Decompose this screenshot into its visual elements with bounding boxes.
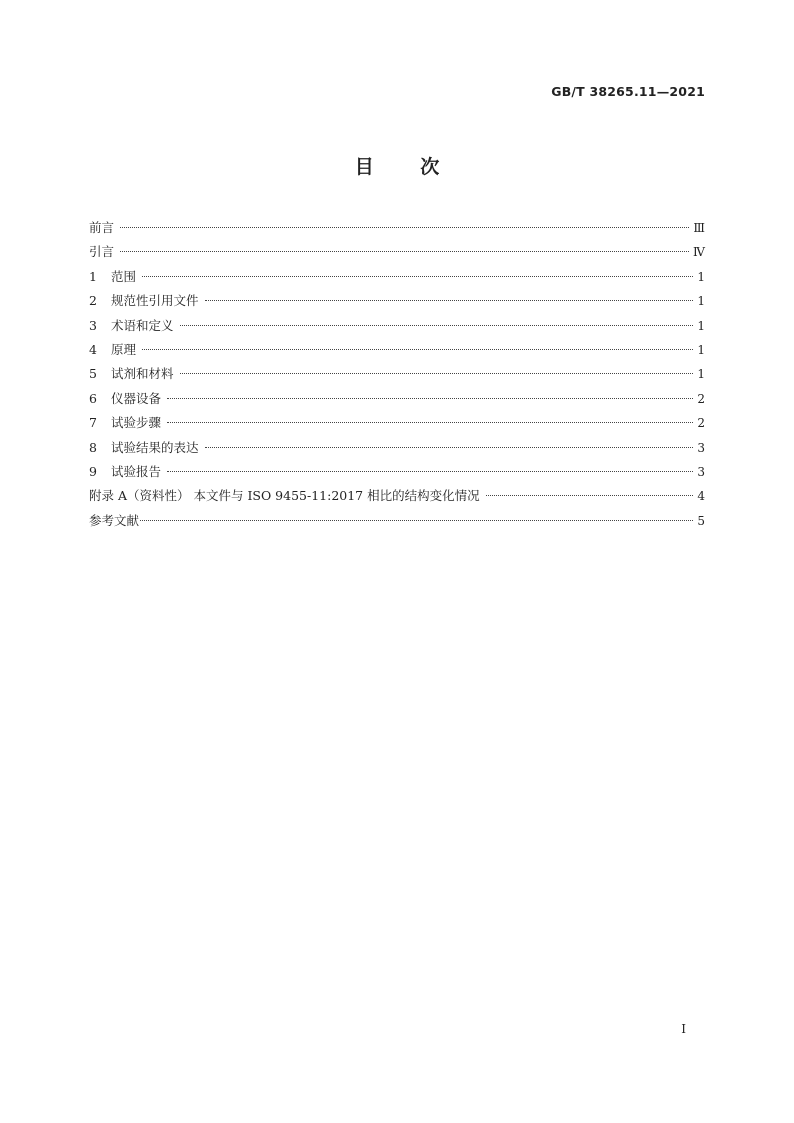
toc-entry-apparatus[interactable] bbox=[89, 387, 705, 411]
dot-leader bbox=[180, 325, 694, 326]
dot-leader bbox=[140, 520, 693, 521]
dot-leader bbox=[180, 373, 694, 374]
toc-entry-page: Ⅲ bbox=[693, 221, 705, 235]
toc-entry-label: 仪器设备 bbox=[111, 390, 162, 406]
dot-leader bbox=[120, 251, 689, 252]
toc-entry-reagents-materials[interactable] bbox=[89, 362, 705, 386]
dot-leader bbox=[205, 447, 694, 448]
toc-entry-label: 参考文献 bbox=[89, 512, 140, 528]
toc-entry-page: 1 bbox=[697, 367, 705, 382]
toc-entry-label: 前言 bbox=[89, 220, 115, 235]
toc-entry-label: 规范性引用文件 bbox=[111, 293, 199, 309]
toc-entry-label: 原理 bbox=[111, 341, 137, 357]
toc-entry-number: 7 bbox=[89, 415, 97, 431]
toc-entry-expression-of-results[interactable] bbox=[89, 436, 705, 460]
toc-entry-foreword[interactable] bbox=[89, 216, 705, 240]
toc-entry-label: 附录 A（资料性） 本文件与 ISO 9455-11:2017 相比的结构变化情况 bbox=[89, 488, 480, 504]
toc-entry-page: 1 bbox=[697, 342, 705, 357]
toc-entry-number: 8 bbox=[89, 439, 97, 455]
toc-entry-page: 4 bbox=[697, 489, 705, 504]
toc-entry-number: 3 bbox=[89, 317, 97, 333]
dot-leader bbox=[142, 276, 693, 277]
toc-entry-page: 5 bbox=[697, 513, 705, 528]
toc-entry-label: 试验报告 bbox=[111, 463, 162, 479]
toc-title: 目 次 bbox=[354, 156, 440, 178]
toc-entry-label: 范围 bbox=[111, 268, 137, 284]
toc-entry-page: 1 bbox=[697, 294, 705, 309]
toc-entry-annex-a[interactable] bbox=[89, 484, 705, 508]
toc-entry-page: 3 bbox=[697, 464, 705, 479]
toc-entry-page: 2 bbox=[697, 416, 705, 431]
toc-entry-normative-references[interactable] bbox=[89, 289, 705, 313]
toc-entry-label: 试验步骤 bbox=[111, 415, 162, 431]
toc-entry-principle[interactable] bbox=[89, 338, 705, 362]
toc-entry-number: 5 bbox=[89, 366, 97, 382]
toc-entry-label: 试剂和材料 bbox=[111, 366, 174, 382]
table-of-contents bbox=[89, 216, 705, 533]
toc-entry-label: 试验结果的表达 bbox=[111, 439, 199, 455]
toc-entry-label: 引言 bbox=[89, 244, 115, 260]
dot-leader bbox=[167, 422, 693, 423]
toc-entry-number: 6 bbox=[89, 390, 97, 406]
dot-leader bbox=[167, 398, 693, 399]
toc-entry-procedure[interactable] bbox=[89, 411, 705, 435]
toc-entry-page: Ⅳ bbox=[693, 245, 705, 260]
dot-leader bbox=[142, 349, 693, 350]
standard-number: GB/T 38265.11—2021 bbox=[551, 84, 705, 99]
toc-entry-number: 1 bbox=[89, 268, 97, 284]
dot-leader bbox=[167, 471, 693, 472]
toc-entry-scope[interactable] bbox=[89, 265, 705, 289]
toc-entry-label: 术语和定义 bbox=[111, 317, 174, 333]
toc-entry-terms-definitions[interactable] bbox=[89, 314, 705, 338]
toc-entry-introduction[interactable] bbox=[89, 240, 705, 264]
dot-leader bbox=[486, 495, 694, 496]
toc-entry-page: 1 bbox=[697, 318, 705, 333]
toc-entry-number: 9 bbox=[89, 463, 97, 479]
toc-entry-page: 3 bbox=[697, 440, 705, 455]
dot-leader bbox=[205, 300, 694, 301]
dot-leader bbox=[120, 227, 689, 228]
toc-entry-page: 2 bbox=[697, 391, 705, 406]
page-number: I bbox=[681, 1022, 686, 1036]
toc-entry-page: 1 bbox=[697, 269, 705, 284]
toc-entry-test-report[interactable] bbox=[89, 460, 705, 484]
toc-entry-number: 4 bbox=[89, 341, 97, 357]
toc-entry-bibliography[interactable] bbox=[89, 509, 705, 533]
toc-entry-number: 2 bbox=[89, 293, 97, 309]
